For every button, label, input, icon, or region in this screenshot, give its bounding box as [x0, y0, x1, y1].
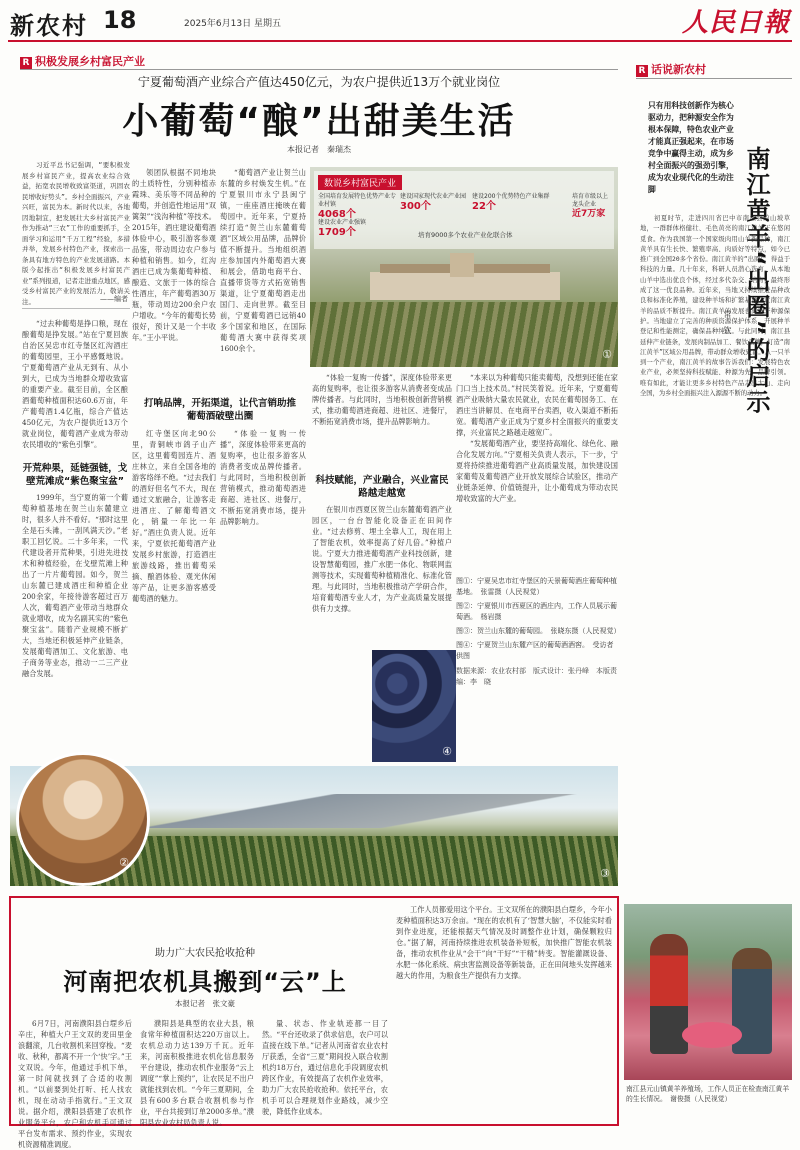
newspaper-logo: 人民日報: [681, 8, 790, 38]
photo-captions: [456, 576, 621, 762]
masthead: [0, 0, 800, 42]
series-tag-rule: [20, 69, 618, 70]
bottom-col-2: 濮阳县是典型的农业大县，粮食常年种植面积达220万亩以上。农机总动力达139万千瓦。近年来，河南积极推进农机化信息服务平台建设，推动农机作业服务“云上调度”“掌上预约”，让农民足不出户就能找到农机。“今年三夏期间，全县有600多台联合收割机参与作业，平台共接到订单2000多单。”濮阳县农业农村局负责人说。: [140, 1019, 254, 1127]
sidebar-tag-rule: [636, 78, 792, 79]
bottom-col-1: 6月7日，河南濮阳县白堽乡后辛庄，种植大户王文双的麦田里金浪翻滚，几台收割机来回穿梭。“麦收、秋种，都离不开一个‘快’字。”王文双说。今年，他通过手机下单，第一时间就找到了合适的收割机。“以前要到处打听、托人找农机，现在动动手指就行。”王文双说。据介绍，濮阳县搭建了农机作业服务平台，农户和农机手可通过平台发布需求、预约作业，实现农机资源精准调度。: [18, 1019, 132, 1149]
infobox-stat-2: [318, 219, 396, 239]
page-credits: 数据来源：农业农村部 版式设计：张丹峰 本版责编：李 晓: [456, 667, 617, 686]
infobox-title: 数说乡村富民产业: [318, 175, 402, 190]
infobox-stat-4-label: 建设200个优势特色产业集群: [472, 193, 550, 200]
article-section-2: 1999年，当宁夏的第一个葡萄种植基地在贺兰山东麓建立时，很多人并不看好。“那时这里全是石头滩，一刮风满天沙。”老职工回忆说。二十多年来，一代代建设者开荒种果，引进先进技术和种植经验，在戈壁荒滩上种出了一片片葡萄园。如今，贺兰山东麓已建成酒庄和种植企业200余家，年接待游客超过百万人次，葡萄酒产业带动当地群众就业增收，成为名副其实的“紫色聚宝盆”。随着产业规模不断扩大，当地还积极延伸产业链条，发展葡萄酒加工、文化旅游、电子商务等业态，推动一二三产业融合发展。: [22, 493, 128, 678]
section-name: 新农村: [10, 12, 88, 40]
photo-2-winery-interior: [16, 752, 150, 886]
sidebar-author: 常 钦: [723, 310, 732, 334]
infobox-stat-3-value: 300个: [400, 201, 431, 212]
infobox-stat-4-value: 22个: [472, 201, 496, 212]
series-tag-icon: R: [20, 57, 32, 69]
sidebar-title: 南江黄羊“出圈”的启示: [742, 146, 770, 416]
page-number: 18: [103, 6, 137, 34]
subhead-2: 打响品牌，开拓渠道，让代言销助推葡萄酒破壁出圈: [143, 398, 296, 422]
sidebar-photo-caption: 南江县元山镇黄羊养殖场，工作人员正在检查南江黄羊的生长情况。 谢俊摄（人民视觉）: [626, 1085, 790, 1103]
main-byline: 本报记者 秦瑞杰: [287, 145, 351, 154]
photo-2-marker: ②: [119, 856, 129, 869]
caption-3: 图③：贺兰山东麓的葡萄园。 张晓东摄（人民视觉）: [456, 627, 621, 635]
subhead-3: 科技赋能，产业融合，兴业富民路越走越宽: [315, 475, 449, 499]
photo-4-marker: ④: [442, 745, 452, 758]
infobox-stat-2-value: 1709个: [318, 227, 356, 238]
caption-2: 图②：宁夏银川市西夏区的酒庄内，工作人员展示葡萄酒。 杨岩摄: [456, 602, 617, 621]
sidebar-photo-roses: [624, 904, 792, 1080]
caption-1: 图①：宁夏吴忠市红寺堡区的天景葡萄酒庄葡萄种植基地。 张雷摄（人民视觉）: [456, 577, 617, 596]
editor-note-rule: [22, 308, 130, 309]
bottom-kicker: 助力广大农民抢收抢种: [155, 948, 255, 959]
infobox-stat-3: [400, 193, 470, 213]
photo-3-marker: ③: [600, 867, 610, 880]
infobox-stat-2-label: 建设农业产业强镇: [318, 219, 367, 226]
article-section-5: “体验一复购一传播”，深度体验带来更高的复购率，也让很多游客从消费者变成品牌传播者。与此同时，当地积极创新营销模式，推动葡萄酒进商超、进社区、进餐厅，不断拓宽消费市场，提升品牌影响力。: [220, 429, 306, 526]
infobox-stat-1-value: 4068个: [318, 209, 356, 220]
bottom-col-3: 量、状态、作业轨迹都一目了然。“平台还收录了供求信息，农户可以直接在线下单。”记者从河南省农业农村厅获悉，全省“三夏”期间投入联合收割机约18万台，通过信息化手段调度农机跨区作业，有效提高了农机作业效率，助力广大农民抢收抢种。依托平台，农机手可以合理规划作业路线，减少空驶，降低作业成本。: [262, 1019, 388, 1116]
editor-note-sign: ——编者: [100, 295, 128, 303]
subhead-1: 开荒种果，延链强链，戈壁荒滩成“紫色聚宝盆”: [22, 463, 128, 487]
article-section-8: “本来以为种葡萄只能卖葡萄，没想到还能在家门口当上技术员。”村民笑着说。近年来，宁夏葡萄酒产业吸纳大量农民就业，农民在葡萄园务工、在酒庄当讲解员、在电商平台卖酒，收入渠道不断拓宽。葡萄酒产业正成为宁夏乡村全面振兴的重要支撑，兴业富民之路越走越宽广。 “发展葡萄酒产业，要坚持高端化、绿色化、融合化发展方向。”宁夏相关负责人表示，下一步，宁夏将持续推进葡萄酒产业高质量发展，加快建设国家葡萄及葡萄酒产业开放发展综合试验区，推动产业链条延伸、价值链提升，让小葡萄成为带动农民增收致富的大产业。: [456, 373, 618, 503]
article-section-4: 红寺堡区向北90公里，青铜峡市鸽子山产区，这里葡萄园连片、酒庄林立，来自全国各地的游客络绎不绝。“过去我们的酒好但名气不大，现在通过文旅融合，让游客走进酒庄、了解葡萄酒文化，销量一年比一年好。”酒庄负责人说。近年来，宁夏依托葡萄酒产业发展乡村旅游，打造酒庄旅游线路，推出葡萄采摘、酿酒体验、观光休闲等产品，让更多游客感受葡萄酒的魅力。: [132, 429, 216, 603]
bottom-byline: 本报记者 张文豪: [175, 999, 235, 1008]
infobox-stat-6-value: 近7万家: [572, 209, 606, 219]
main-title: 小葡萄“酿”出甜美生活: [122, 101, 516, 142]
article-section-3b: “葡萄酒产业让贺兰山东麓的乡村焕发生机。”在宁夏银川市永宁县闽宁镇，一座座酒庄掩映在葡萄园中。近年来，宁夏持续打造“贺兰山东麓葡萄酒”区域公用品牌，品牌价值不断提升。当地组织酒庄参加国内外葡萄酒大赛和展会，借助电商平台、直播带货等方式拓宽销售渠道，让宁夏葡萄酒走出国门、走向世界。截至目前，宁夏葡萄酒已远销40多个国家和地区，在国际葡萄酒大赛中获得奖项1600余个。: [220, 168, 306, 353]
photo-1-tower: [450, 253, 474, 277]
editor-note: [22, 160, 130, 306]
infobox-stat-4: [472, 193, 570, 213]
infobox-stat-1-label: 全国培育发展特色优势产业专业村镇: [318, 193, 397, 208]
photo-4-grapes: [372, 650, 456, 762]
caption-4: 图④：宁夏贺兰山东麓产区的葡萄酒酒窖。 受访者供图: [456, 641, 614, 660]
bottom-col-4: 工作人员都爱用这个平台。王文双所在的濮阳县白堽乡，今年小麦种植面积达3万余亩。“现在的农机有了‘智慧大脑’，不仅能实时看到作业进度，还能根据天气情况及时调整作业计划，确保颗粒归仓。”据了解，河南持续推进农机装备补短板，加快推广智能农机装备，推动农机作业从“会干”向“干好”“干精”转变。智能灌溉设备、水肥一体化系统、病虫害监测设备等新装备，正在田间地头发挥越来越大的作用，为粮食生产提供有力支撑。: [396, 905, 612, 980]
main-kicker: 宁夏葡萄酒产业综合产值达450亿元，为农户提供近13万个就业岗位: [137, 75, 501, 89]
masthead-rule: [8, 40, 792, 42]
article-section-1: “过去种葡萄是挣口粮，现在酿葡萄是挣发展。”站在宁夏回族自治区吴忠市红寺堡区红沟酒庄的葡萄园里，王小平感慨地说。宁夏葡萄酒产业从无到有、从小到大，已成为当地群众增收致富的重要产业。截至目前，全区酿酒葡萄种植面积达60.6万亩，年产葡萄酒1.4亿瓶，综合产值达450亿元，为农户提供近13万个就业岗位，葡萄酒产业成为带动农民增收的“紫色引擎”。: [22, 319, 128, 449]
photo-1-marker: ①: [602, 348, 612, 361]
sidebar-body: 初夏时节，走进四川省巴中市南江县的山坡草地，一群群体格健壮、毛色黄亮的南江黄羊正在悠闲觅食。作为我国第一个国家级肉用山羊新品种，南江黄羊具有生长快、繁殖率高、肉质好等特点，如今已推广到全国20多个省份。南江黄羊的“出圈”，得益于科技的力量。几十年来，科研人员潜心选育，从本地山羊中选出优良个体，经过多代杂交、培育，最终形成了这一优良品种。近年来，当地又持续推进品种改良和标准化养殖，建设种羊场和扩繁基地，让南江黄羊的品质不断提升。南江黄羊的发展也离不开种源保护。当地建立了完善的种质资源保护体系，开展种羊登记和性能测定，确保品种纯正。与此同时，南江县延伸产业链条，发展肉制品加工、餐饮品牌，打造“南江黄羊”区域公用品牌，带动群众增收致富。从一只羊到一个产业，南江黄羊的故事告诉我们：发展特色农业产业，必须坚持科技赋能、种源为先、品牌引领。唯有如此，才能让更多乡村特色产品走出大山、走向全国，为乡村全面振兴注入源源不断的动力。: [640, 215, 790, 398]
infobox-stat-3-label: 建设国家现代农业产业园: [400, 193, 467, 200]
bottom-title: 河南把农机具搬到“云”上: [63, 968, 347, 996]
issue-date: 2025年6月13日 星期五: [184, 19, 281, 29]
article-section-7: 在银川市西夏区贺兰山东麓葡萄酒产业园区，一台台智能化设备正在田间作业。“过去修剪、埋土全靠人工，现在用上了智能农机，效率提高了好几倍。”种植户说。宁夏大力推进葡萄酒产业科技创新，建设智慧葡萄园，推广水肥一体化、物联网监测等技术，实现葡萄种植精准化、标准化管理。与此同时，当地积极推动产学研合作，培育葡萄酒专业人才，为产业高质量发展提供有力支撑。: [312, 505, 452, 613]
sidebar-tag-icon: R: [636, 65, 648, 77]
sidebar-tag: R 话说新农村: [636, 61, 706, 77]
infobox-stat-5: 培育9000多个农业产业化联合体: [418, 231, 513, 239]
photo-1-vineyard: [310, 167, 618, 367]
photo-1-vine-rows: [310, 302, 618, 367]
series-tag: R 积极发展乡村富民产业: [20, 53, 145, 69]
infobox-stat-1: [318, 193, 396, 221]
article-section-3: 领团队根据不同地块的土质特性，分别种植赤霞珠、美乐等不同品种的葡萄，并创造性地运用“双篱架”“浅沟种植”等技术。2015年，酒庄建设葡萄酒体验中心，吸引游客参观品鉴，带动周边农户参与种植和销售。如今，红沟酒庄已成为集葡萄种植、酿造、文旅于一体的综合性酒庄，年产葡萄酒30万瓶，带动周边200余户农户增收。“今年的葡萄长势很好，预计又是一个丰收年。”王小平说。: [132, 168, 216, 342]
editor-note-text: 习近平总书记强调，“要积极发展乡村富民产业，提高农业综合效益，拓宽农民增收致富渠道，巩固农民增收好势头”。乡村全面振兴，产业兴旺，富民为本。新时代以来，各地因地制宜，把发展壮大乡村富民产业作为推动“三农”工作的重要抓手，全面学习和运用“千万工程”经验，多措并举，发展乡村特色产业，探索出一条具有地方特色的产业发展道路。本版今起推出“积极发展乡村富民产业”系列报道，记者走进重点地区，感受乡村富民产业的发展活力，敬请关注。: [22, 161, 130, 306]
infobox-stat-6: [572, 193, 612, 220]
article-section-6: “体验一复购一传播”，深度体验带来更高的复购率，也让很多游客从消费者变成品牌传播者。与此同时，当地积极创新营销模式，推动葡萄酒进商超、进社区、进餐厅，不断拓宽消费市场，提升品牌影响力。: [312, 373, 452, 426]
sidebar-quote: 只有用科技创新作为核心驱动力，把种源安全作为根本保障，特色农业产业才能真正强起来，在市场竞争中赢得主动，成为乡村全面振兴的强劲引擎，成为农业现代化的生动注脚: [648, 101, 734, 194]
sidebar-photo-basket: [682, 1022, 742, 1048]
infobox-stat-6-label: 培育市级以上龙头企业: [572, 193, 609, 208]
